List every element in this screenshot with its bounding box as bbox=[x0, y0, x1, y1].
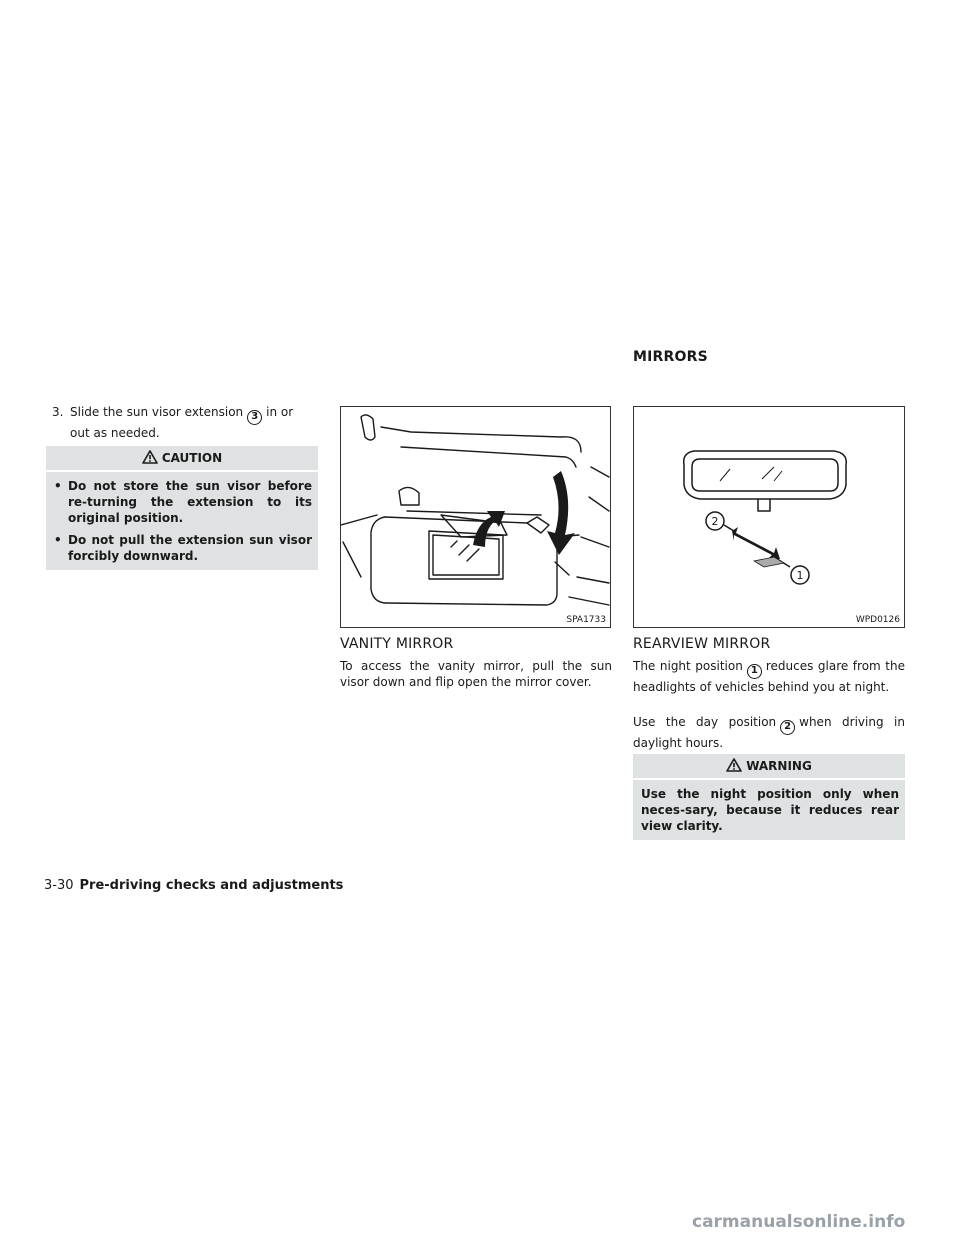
caution-title: CAUTION bbox=[161, 451, 223, 465]
ref-circle-2: 2 bbox=[780, 720, 795, 735]
warning-triangle-icon bbox=[142, 450, 158, 467]
caution-box bbox=[46, 446, 318, 570]
ref-circle-1: 1 bbox=[747, 664, 762, 679]
figure-code: SPA1733 bbox=[566, 615, 606, 625]
ref-circle-3: 3 bbox=[247, 410, 262, 425]
page-number: 3-30 bbox=[44, 878, 74, 893]
caution-header bbox=[46, 446, 318, 470]
caution-bullet: • Do not pull the extension sun visor forcibly downward. bbox=[54, 533, 312, 563]
step-3 bbox=[52, 404, 320, 441]
warning-triangle-icon bbox=[726, 758, 742, 775]
rearview-paragraph-2 bbox=[633, 714, 905, 751]
rearview-paragraph-1 bbox=[633, 658, 905, 695]
warning-box bbox=[633, 754, 905, 840]
sun-visor-drawing bbox=[341, 407, 610, 627]
rearview-p2-after: when driving in daylight hours. bbox=[633, 715, 905, 750]
caution-body bbox=[46, 470, 318, 570]
figure-label: 1 bbox=[796, 569, 804, 582]
page-footer bbox=[44, 878, 343, 893]
figure-label: 2 bbox=[711, 515, 719, 528]
rearview-heading: REARVIEW MIRROR bbox=[633, 636, 771, 652]
warning-body bbox=[633, 778, 905, 840]
caution-bullet: • Do not store the sun visor before re-turning the extension to its original position. bbox=[54, 479, 312, 525]
chapter-title: Pre-driving checks and adjustments bbox=[79, 878, 344, 893]
rearview-p1-before: The night position bbox=[633, 659, 743, 673]
rearview-mirror-drawing bbox=[634, 407, 904, 627]
rearview-p1-after: reduces glare from the headlights of vehicles behind you at night. bbox=[633, 659, 905, 694]
vanity-heading: VANITY MIRROR bbox=[340, 636, 454, 652]
step-text-cont: out as needed. bbox=[70, 425, 160, 440]
rearview-mirror-illustration bbox=[633, 406, 905, 628]
figure-code: WPD0126 bbox=[855, 615, 900, 625]
step-text-after: in or bbox=[266, 405, 294, 419]
section-title: MIRRORS bbox=[633, 349, 708, 365]
warning-title: WARNING bbox=[746, 759, 812, 773]
caution-bullet-text: Do not store the sun visor before re-turning the extension to its original position. bbox=[68, 479, 312, 525]
warning-header bbox=[633, 754, 905, 778]
vanity-text: To access the vanity mirror, pull the sun visor down and flip open the mirror cover. bbox=[340, 659, 612, 689]
vanity-mirror-illustration bbox=[340, 406, 611, 628]
warning-text: Use the night position only when neces-sary, because it reduces rear view clarity. bbox=[641, 787, 899, 833]
watermark[interactable]: carmanualsonline.info bbox=[692, 1212, 906, 1232]
caution-bullet-text: Do not pull the extension sun visor forcibly downward. bbox=[68, 533, 312, 563]
rearview-p2-before: Use the day position bbox=[633, 715, 777, 729]
step-number: 3. bbox=[52, 405, 64, 419]
step-text: Slide the sun visor extension bbox=[70, 405, 244, 419]
